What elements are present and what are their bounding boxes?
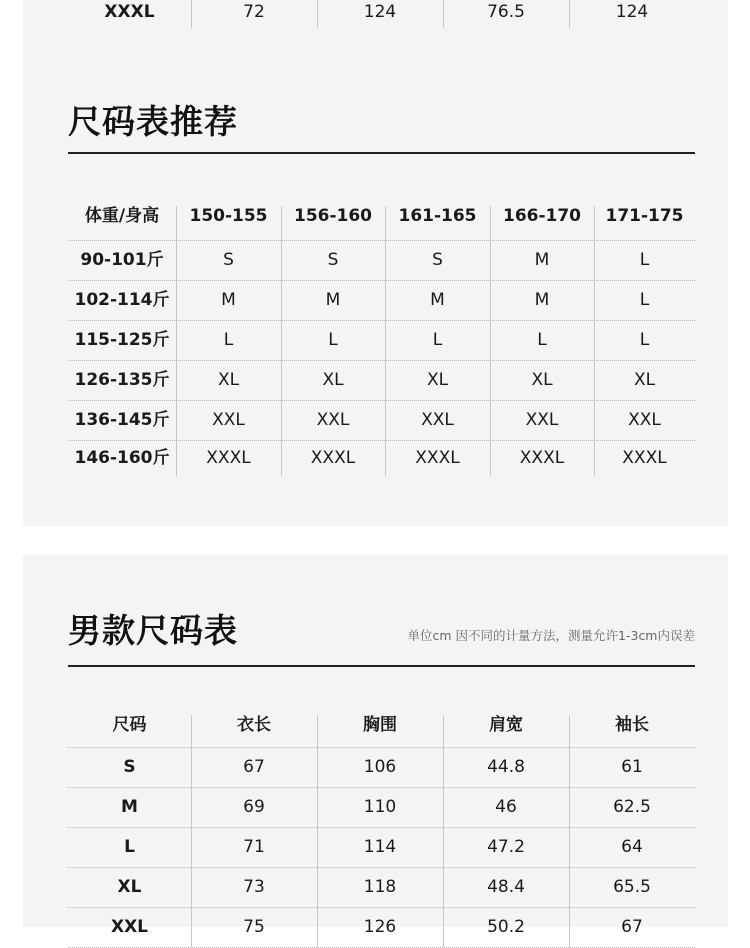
recommend-title: 尺码表推荐 — [68, 102, 238, 141]
weight-label: 102-114斤 — [74, 290, 170, 310]
measure-value: 76.5 — [487, 2, 525, 22]
size-cell: L — [537, 330, 547, 350]
measure-value: 69 — [243, 797, 265, 817]
mens-size-card — [23, 555, 728, 937]
height-header: 166-170 — [502, 206, 582, 226]
size-label: XXXL — [104, 2, 155, 22]
size-cell: L — [639, 330, 650, 350]
weight-label: 115-125斤 — [74, 330, 170, 350]
weight-label: 136-145斤 — [74, 410, 170, 430]
size-cell: M — [534, 250, 550, 270]
size-cell: L — [639, 290, 650, 310]
measure-value: 61 — [621, 757, 643, 777]
size-cell: M — [325, 290, 341, 310]
measure-value: 62.5 — [613, 797, 651, 817]
size-cell: XXL — [525, 410, 559, 430]
weight-label: 126-135斤 — [74, 370, 170, 390]
table-row — [68, 320, 695, 361]
table-row — [68, 867, 695, 908]
size-cell: M — [221, 290, 236, 310]
weight-label: 90-101斤 — [80, 250, 164, 270]
measure-value: 64 — [621, 837, 643, 857]
measurement-note: 单位cm 因不同的计量方法，测量允许1-3cm内误差 — [407, 628, 695, 643]
table-row — [68, 240, 695, 281]
size-cell: M — [430, 290, 445, 310]
size-cell: S — [432, 250, 443, 270]
size-cell: XXXL — [519, 448, 565, 468]
size-label: S — [123, 757, 136, 777]
size-cell: XL — [633, 370, 656, 390]
size-cell: XXL — [316, 410, 350, 430]
size-cell: XXL — [212, 410, 245, 430]
measure-value: 75 — [243, 917, 265, 937]
measure-value: 67 — [621, 917, 643, 937]
measure-value: 44.8 — [487, 757, 525, 777]
size-cell: XXL — [628, 410, 661, 430]
title-divider — [68, 665, 695, 667]
table-row — [68, 440, 695, 476]
size-cell: XL — [217, 370, 240, 390]
table-header-row — [68, 715, 695, 748]
column-header: 尺码 — [112, 715, 147, 735]
height-header: 156-160 — [293, 206, 373, 226]
measure-value: 106 — [363, 757, 397, 777]
measure-value: 73 — [243, 877, 265, 897]
table-row — [68, 400, 695, 441]
measure-value: 47.2 — [487, 837, 525, 857]
height-header: 171-175 — [605, 206, 684, 226]
table-row — [68, 827, 695, 868]
size-cell: XL — [322, 370, 344, 390]
size-cell: L — [432, 330, 443, 350]
measure-value: 114 — [363, 837, 397, 857]
column-header: 胸围 — [363, 715, 397, 735]
column-header: 衣长 — [237, 715, 271, 735]
measure-value: 124 — [363, 2, 397, 22]
measure-value: 65.5 — [613, 877, 651, 897]
size-cell: XXXL — [622, 448, 667, 468]
measure-value: 126 — [363, 917, 397, 937]
size-label: XXL — [110, 917, 149, 937]
measure-value: 50.2 — [487, 917, 525, 937]
measure-value: 67 — [243, 757, 265, 777]
table-row — [68, 907, 695, 948]
measure-value: 46 — [495, 797, 517, 817]
size-cell: S — [327, 250, 339, 270]
measure-value: 72 — [243, 2, 265, 22]
measure-value: 71 — [243, 837, 265, 857]
measure-value: 124 — [615, 2, 649, 22]
table-header-row — [68, 200, 695, 241]
table-row — [68, 747, 695, 788]
size-label: L — [124, 837, 135, 857]
size-label: M — [121, 797, 138, 817]
size-cell: XXXL — [415, 448, 460, 468]
measure-value: 110 — [363, 797, 397, 817]
column-header: 袖长 — [615, 715, 649, 735]
size-cell: M — [534, 290, 550, 310]
size-cell: XL — [426, 370, 449, 390]
table-row — [68, 787, 695, 828]
size-cell: XL — [531, 370, 553, 390]
size-cell: L — [328, 330, 338, 350]
recommend-card — [23, 0, 728, 526]
size-cell: L — [639, 250, 650, 270]
mens-title: 男款尺码表 — [68, 611, 238, 650]
height-header: 161-165 — [398, 206, 477, 226]
weight-label: 146-160斤 — [74, 448, 170, 468]
table-row — [68, 360, 695, 401]
size-cell: XXXL — [206, 448, 251, 468]
measure-value: 118 — [363, 877, 397, 897]
measure-value: 48.4 — [487, 877, 525, 897]
size-cell: XXXL — [310, 448, 356, 468]
title-divider — [68, 152, 695, 154]
size-cell: S — [223, 250, 234, 270]
size-label: XL — [117, 877, 142, 897]
leftover-size-row — [68, 0, 695, 28]
table-row — [68, 280, 695, 321]
corner-header: 体重/身高 — [84, 206, 160, 226]
size-cell: L — [223, 330, 234, 350]
height-header: 150-155 — [189, 206, 268, 226]
size-cell: XXL — [421, 410, 454, 430]
column-header: 肩宽 — [489, 715, 523, 735]
